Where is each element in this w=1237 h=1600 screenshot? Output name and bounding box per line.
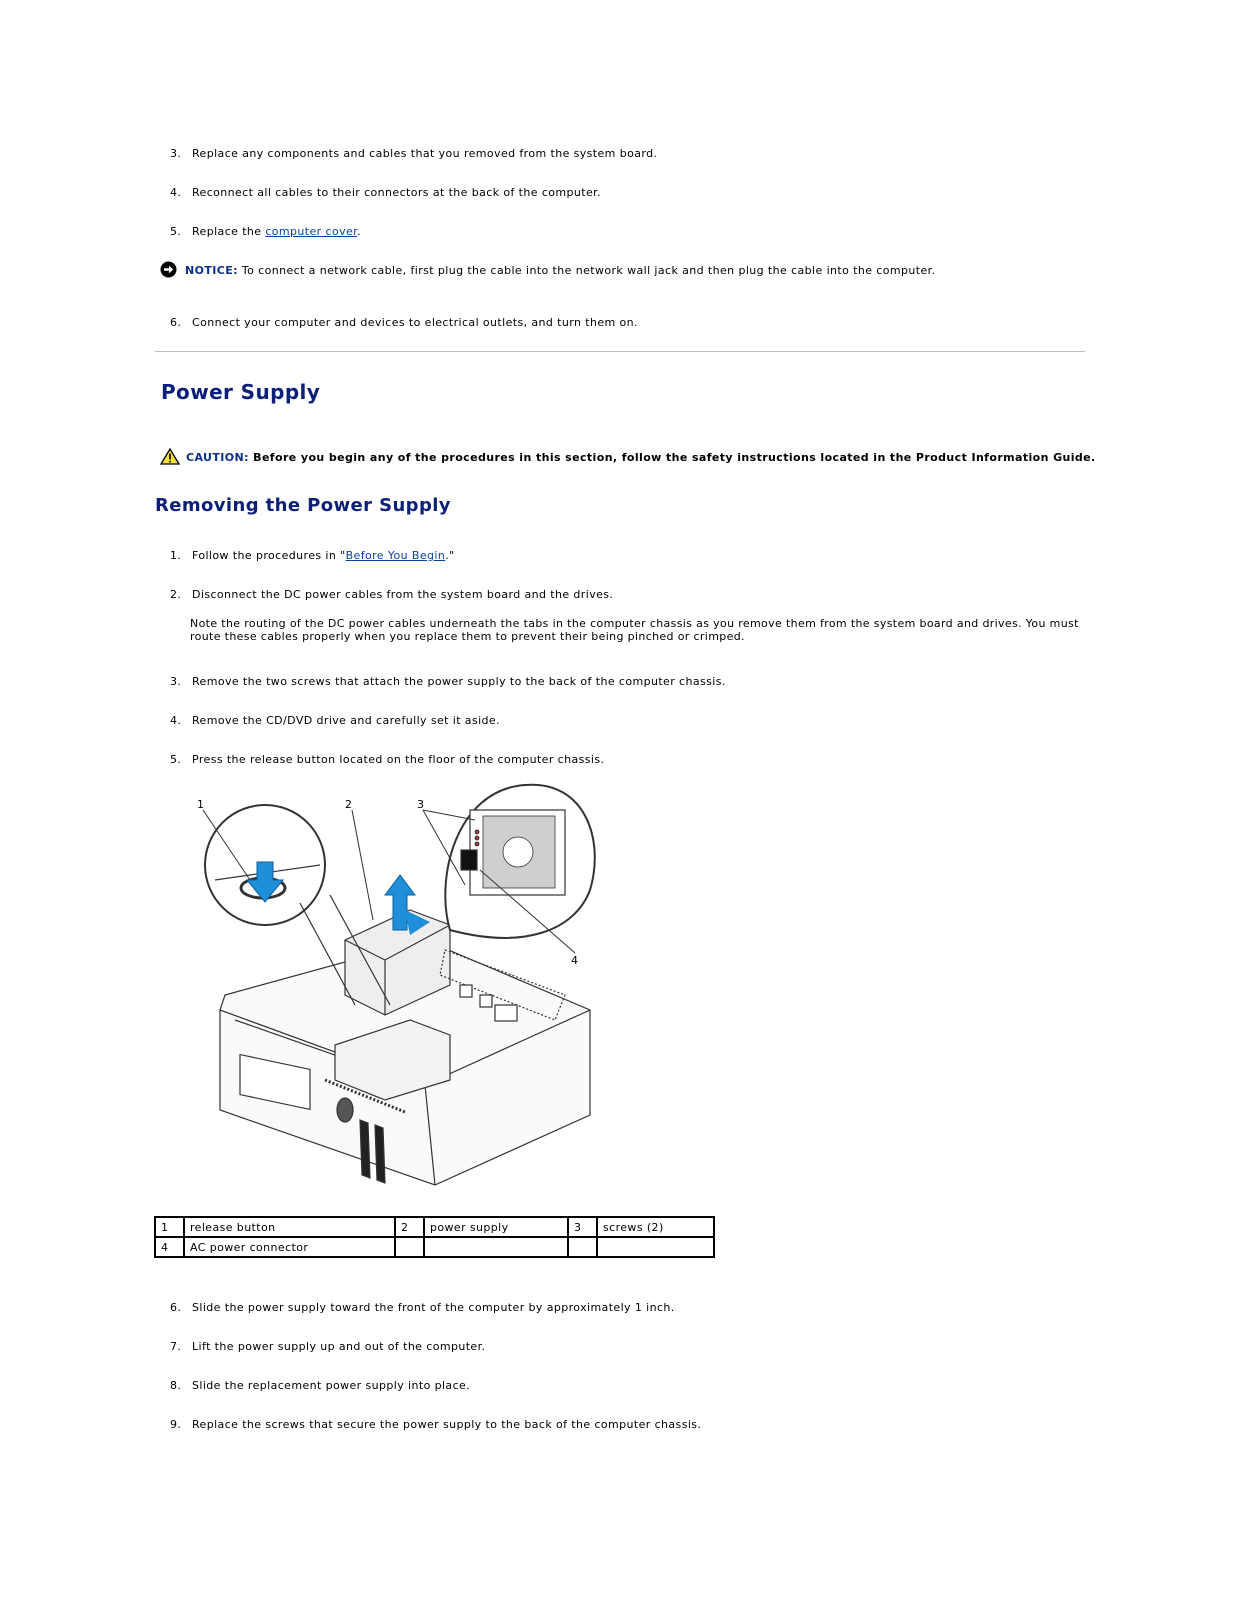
remove-step-2 [170,588,613,602]
remove-step-3 [170,675,726,689]
step-text: Slide the power supply toward the front of the computer by approximately 1 inch. [192,1301,675,1314]
power-supply-removal-illustration [195,780,615,1200]
remove-step-9 [170,1418,701,1432]
legend-label [597,1237,714,1257]
legend-number: 3 [568,1217,597,1237]
callout-4: 4 [571,954,578,967]
step-6-top [170,316,638,330]
step-text: Press the release button located on the floor of the computer chassis. [192,753,605,766]
step-text: Replace any components and cables that you removed from the system board. [192,147,658,160]
table-row [155,1217,714,1237]
step-text: Remove the two screws that attach the power supply to the back of the computer chassis. [192,675,726,688]
remove-step-6 [170,1301,675,1315]
legend-number: 4 [155,1237,184,1257]
step-number: 6. [170,1301,182,1314]
step-number: 4. [170,714,182,727]
step-number: 8. [170,1379,182,1392]
section-divider [155,351,1085,352]
remove-step-7 [170,1340,485,1354]
step-4-top [170,186,601,200]
step-number: 1. [170,549,182,562]
step-3-top [170,147,657,161]
step-text: Slide the replacement power supply into place. [192,1379,471,1392]
caution-text: Before you begin any of the procedures in this section, follow the safety instructions located in the Product Information Guide. [248,451,1096,464]
legend-number: 1 [155,1217,184,1237]
step-number: 2. [170,588,182,601]
section-title: Power Supply [161,380,321,404]
step-text: Replace the screws that secure the power supply to the back of the computer chassis. [192,1418,702,1431]
before-you-begin-link[interactable]: Before You Begin [345,549,446,562]
notice-label: NOTICE: [185,264,238,277]
remove-step-4 [170,714,500,728]
step-number: 6. [170,316,182,329]
computer-cover-link[interactable]: computer cover [265,225,358,238]
legend-number: 2 [395,1217,424,1237]
remove-step-1: 1. Follow the procedures in "Before You Begin." [170,549,455,562]
subsection-title: Removing the Power Supply [155,495,451,516]
step-text: Connect your computer and devices to electrical outlets, and turn them on. [192,316,638,329]
step-number: 5. [170,753,182,766]
legend-label: power supply [424,1217,568,1237]
caution-label: CAUTION: [186,451,249,464]
caution-icon [160,448,180,465]
callout-2: 2 [345,798,352,811]
notice-text: To connect a network cable, first plug the cable into the network wall jack and then plug the cable into the computer. [237,264,936,277]
callout-3: 3 [417,798,424,811]
step-5-top: 5. Replace the computer cover. [170,225,361,238]
remove-step-5 [170,753,604,767]
legend-label: AC power connector [184,1237,395,1257]
step-text: Reconnect all cables to their connectors at the back of the computer. [192,186,601,199]
step-text: Disconnect the DC power cables from the system board and the drives. [192,588,614,601]
step-number: 7. [170,1340,182,1353]
notice-icon [160,261,177,278]
legend-label [424,1237,568,1257]
remove-step-8 [170,1379,470,1393]
caution-box [160,448,1096,465]
step-number: 5. [170,225,182,238]
table-row [155,1237,714,1257]
step-2-note: Note the routing of the DC power cables underneath the tabs in the computer chassis as you remove them from the system board and drives. You must route these cables properly when you replace them to prevent their being pinched or crimped. [190,617,1079,643]
legend-label: screws (2) [597,1217,714,1237]
legend-number [568,1237,597,1257]
step-text: Remove the CD/DVD drive and carefully set it aside. [192,714,500,727]
legend-number [395,1237,424,1257]
step-number: 3. [170,147,182,160]
legend-label: release button [184,1217,395,1237]
figure-legend-table [154,1216,715,1258]
notice-box [160,261,935,278]
callout-1: 1 [197,798,204,811]
step-number: 4. [170,186,182,199]
step-number: 9. [170,1418,182,1431]
step-number: 3. [170,675,182,688]
step-text: Lift the power supply up and out of the computer. [192,1340,486,1353]
